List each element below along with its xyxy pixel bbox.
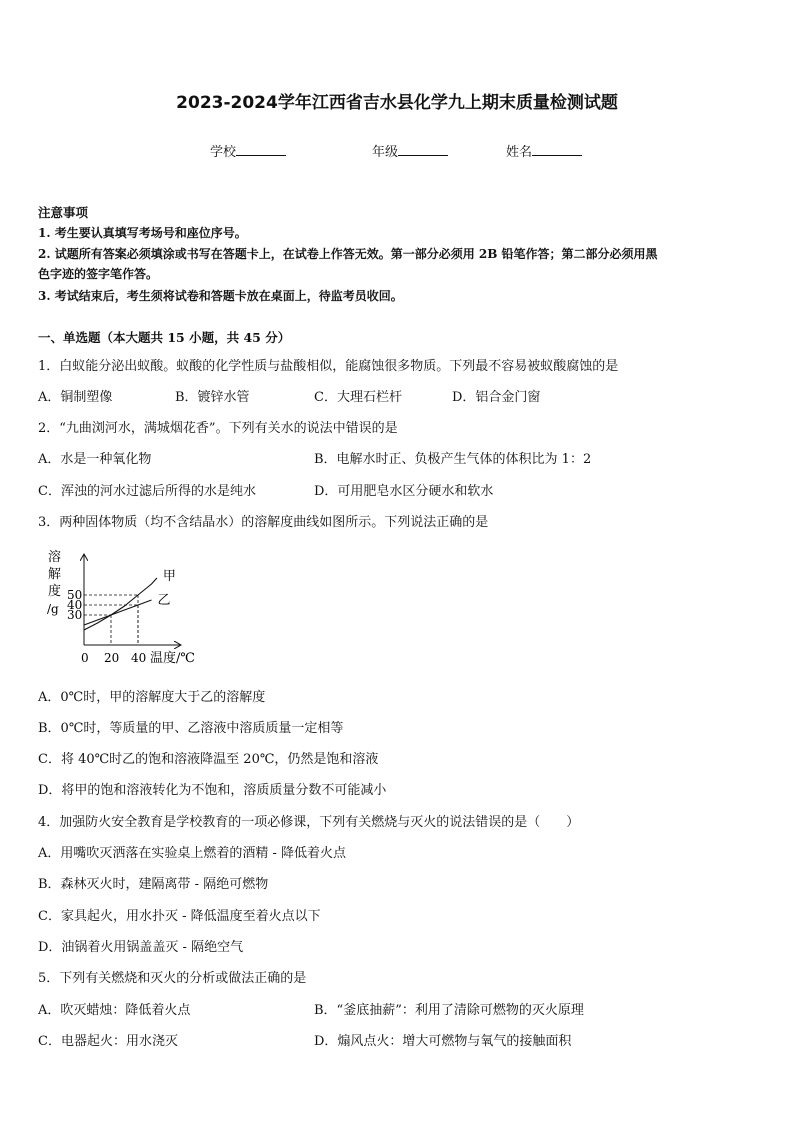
name-blank [532, 143, 582, 156]
grade-field [372, 141, 448, 160]
q5-stem: 5．下列有关燃烧和灭火的分析或做法正确的是 [38, 971, 307, 986]
q2-stem: 2．“九曲浏河水，满城烟花香”。下列有关水的说法中错误的是 [38, 421, 398, 436]
guide-lines [84, 595, 138, 645]
y-axis-label-char: 度 [48, 584, 62, 599]
q3-option-b: B．0℃时，等质量的甲、乙溶液中溶质质量一定相等 [38, 721, 344, 736]
q4-option-d: D．油锅着火用锅盖盖灭 - 隔绝空气 [38, 940, 244, 955]
q2-option-a: A．水是一种氧化物 [38, 452, 152, 467]
y-tick-label: 30 [67, 608, 83, 622]
school-label: 学校 [210, 145, 237, 160]
q3-option-a: A．0℃时，甲的溶解度大于乙的溶解度 [38, 690, 266, 705]
name-label: 姓名 [506, 145, 533, 160]
q5-option-d: D．煽风点火：增大可燃物与氧气的接触面积 [314, 1034, 572, 1049]
q1-option-c: C．大理石栏杆 [314, 390, 402, 405]
x-axis-label: 温度/℃ [150, 651, 195, 666]
q2-option-c: C．浑浊的河水过滤后所得的水是纯水 [38, 484, 256, 499]
name-field [506, 141, 582, 160]
q5-option-c: C．电器起火：用水浇灭 [38, 1034, 178, 1049]
grade-blank [398, 143, 448, 156]
q4-stem: 4．加强防火安全教育是学校教育的一项必修课，下列有关燃烧与灭火的说法错误的是（ ） [38, 815, 580, 830]
solubility-chart [40, 545, 220, 670]
q5-option-a: A．吹灭蜡烛：降低着火点 [38, 1003, 191, 1018]
q4-option-c: C．家具起火，用水扑灭 - 降低温度至着火点以下 [38, 909, 321, 924]
series-line-jia [84, 578, 157, 630]
q3-stem: 3．两种固体物质（均不含结晶水）的溶解度曲线如图所示。下列说法正确的是 [38, 515, 489, 530]
q1-option-b: B．镀锌水管 [175, 390, 250, 405]
y-axis-label-char: 溶 [48, 550, 62, 565]
tick-labels [67, 588, 146, 665]
q1-option-a: A．铜制塑像 [38, 390, 113, 405]
q4-option-b: B．森林灭火时，建隔离带 - 隔绝可燃物 [38, 877, 269, 892]
notice-item: 色字迹的签字笔作答。 [38, 267, 159, 281]
q2-option-b: B．电解水时正、负极产生气体的体积比为 1：2 [314, 452, 592, 467]
y-tick-label: 50 [67, 588, 83, 602]
x-tick-label: 20 [104, 651, 120, 665]
grade-label: 年级 [372, 145, 399, 160]
school-field [210, 141, 286, 160]
q3-option-d: D．将甲的饱和溶液转化为不饱和，溶质质量分数不可能减小 [38, 783, 387, 798]
y-axis-label-char: /g [47, 602, 59, 616]
y-axis-label-char: 解 [48, 567, 62, 582]
school-blank [236, 143, 286, 156]
q5-option-b: B．“釜底抽薪”：利用了清除可燃物的灭火原理 [314, 1003, 584, 1018]
section-heading: 一、单选题（本大题共 15 小题，共 45 分） [38, 330, 291, 345]
series-label: 甲 [162, 569, 176, 584]
q3-option-c: C．将 40℃时乙的饱和溶液降温至 20℃，仍然是饱和溶液 [38, 752, 379, 767]
notice-heading: 注意事项 [38, 205, 89, 220]
notice-item: 3. 考试结束后，考生须将试卷和答题卡放在桌面上，待监考员收回。 [38, 289, 403, 303]
y-tick-label: 40 [67, 598, 83, 612]
series-label: 乙 [157, 593, 171, 608]
q1-stem: 1．白蚁能分泌出蚁酸。蚁酸的化学性质与盐酸相似，能腐蚀很多物质。下列最不容易被蚁酸腐蚀的是 [38, 359, 619, 374]
x-tick-label: 40 [131, 651, 147, 665]
q1-option-d: D．铝合金门窗 [452, 390, 541, 405]
page-title: 2023-2024学年江西省吉水县化学九上期末质量检测试题 [176, 93, 618, 113]
notice-item: 1. 考生要认真填写考场号和座位序号。 [38, 226, 247, 240]
q4-option-a: A．用嘴吹灭洒落在实验桌上燃着的酒精 - 降低着火点 [38, 846, 347, 861]
notice-item: 2. 试题所有答案必须填涂或书写在答题卡上，在试卷上作答无效。第一部分必须用 2B 铅笔作答；第二部分必须用黑 [38, 247, 658, 261]
series-group [84, 569, 176, 630]
q2-option-d: D．可用肥皂水区分硬水和软水 [314, 484, 494, 499]
series-line-yi [84, 600, 152, 625]
x-tick-label: 0 [81, 651, 89, 665]
